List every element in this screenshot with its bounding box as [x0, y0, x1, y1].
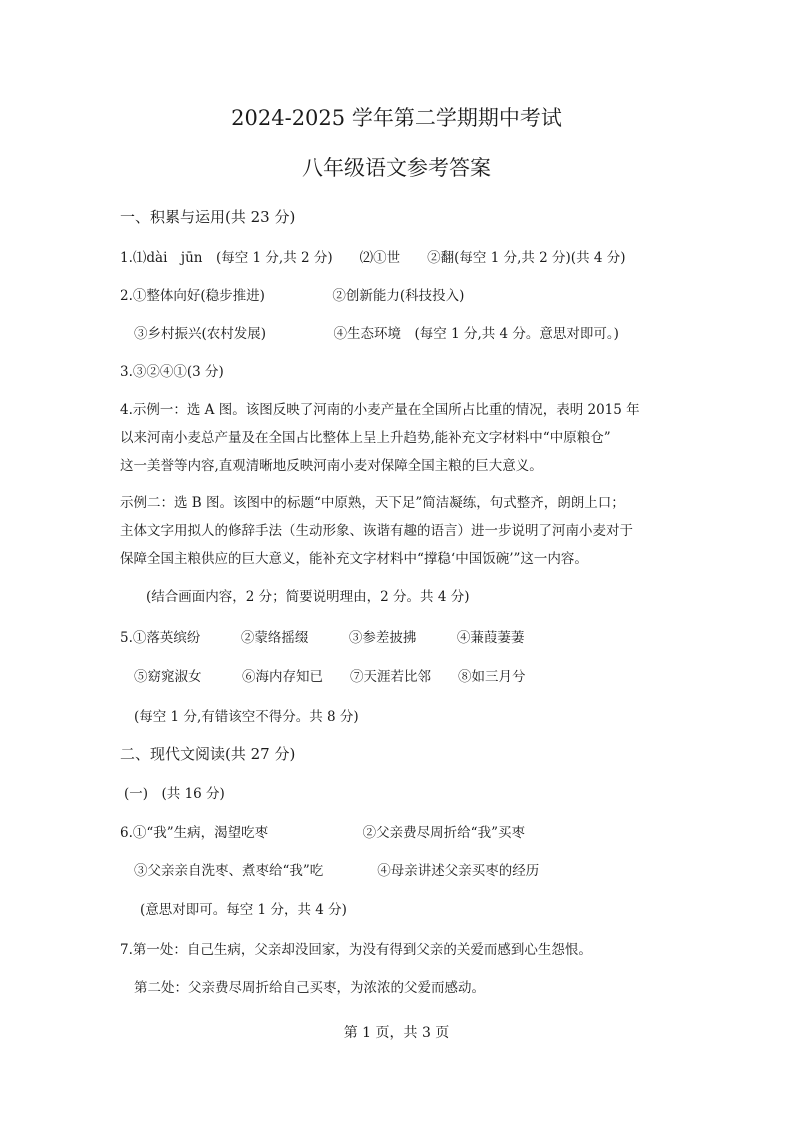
answer-q1: 1.⑴dài jūn (每空 1 分,共 2 分) ⑵①世 ②翻(每空 1 分,共 2 分)(共 4 分)	[120, 250, 626, 266]
answer-q2-line1: 2.①整体向好(稳步推进) ②创新能力(科技投入)	[120, 288, 465, 304]
answer-q4-score: (结合画面内容，2 分；简要说明理由，2 分。共 4 分)	[146, 589, 470, 605]
answer-q4-example1-line3: 这一美誉等内容,直观清晰地反映河南小麦对保障全国主粮的巨大意义。	[120, 458, 543, 474]
page-subtitle: 八年级语文参考答案	[302, 156, 491, 180]
answer-q4-example2-line3: 保障全国主粮供应的巨大意义，能补充文字材料中“撑稳‘中国饭碗’”这一内容。	[120, 551, 588, 567]
answer-q6-score: (意思对即可。每空 1 分，共 4 分)	[140, 902, 347, 918]
answer-q4-example1-line2: 以来河南小麦总产量及在全国占比整体上呈上升趋势,能补充文字材料中“中原粮仓”	[120, 430, 611, 446]
answer-q4-example1-line1: 4.示例一：选 A 图。该图反映了河南的小麦产量在全国所占比重的情况，表明 2015 年	[120, 402, 640, 418]
answer-q4-example2-line1: 示例二：选 B 图。该图中的标题“中原熟，天下足”简洁凝练，句式整齐，朗朗上口；	[120, 495, 625, 511]
page-title: 2024-2025 学年第二学期期中考试	[231, 106, 562, 130]
part-heading-1: (一) (共 16 分)	[124, 786, 225, 802]
answer-q5-line2: ⑤窈窕淑女 ⑥海内存知已 ⑦天涯若比邻 ⑧如三月兮	[134, 669, 526, 685]
answer-q5-score: (每空 1 分,有错该空不得分。共 8 分)	[134, 709, 359, 725]
answer-q6-line2: ③父亲亲自洗枣、煮枣给“我”吃 ④母亲讲述父亲买枣的经历	[134, 863, 540, 879]
answer-q6-line1: 6.①“我”生病，渴望吃枣 ②父亲费尽周折给“我”买枣	[120, 825, 525, 841]
answer-q3: 3.③②④①(3 分)	[120, 364, 224, 380]
page-number: 第 1 页，共 3 页	[343, 1025, 450, 1041]
answer-q5-line1: 5.①落英缤纷 ②蒙络摇缀 ③参差披拂 ④蒹葭萋萋	[120, 630, 525, 646]
section-heading-2: 二、现代文阅读(共 27 分)	[120, 745, 296, 763]
answer-q2-line2: ③乡村振兴(农村发展) ④生态环境 (每空 1 分,共 4 分。意思对即可。)	[134, 326, 619, 342]
section-heading-1: 一、积累与运用(共 23 分)	[120, 208, 296, 226]
answer-q4-example2-line2: 主体文字用拟人的修辞手法（生动形象、诙谐有趣的语言）进一步说明了河南小麦对于	[120, 523, 633, 539]
answer-q7-line2: 第二处：父亲费尽周折给自己买枣，为浓浓的父爱而感动。	[134, 980, 485, 996]
answer-q7-line1: 7.第一处：自己生病，父亲却没回家，为没有得到父亲的关爱而感到心生怨恨。	[120, 942, 592, 958]
